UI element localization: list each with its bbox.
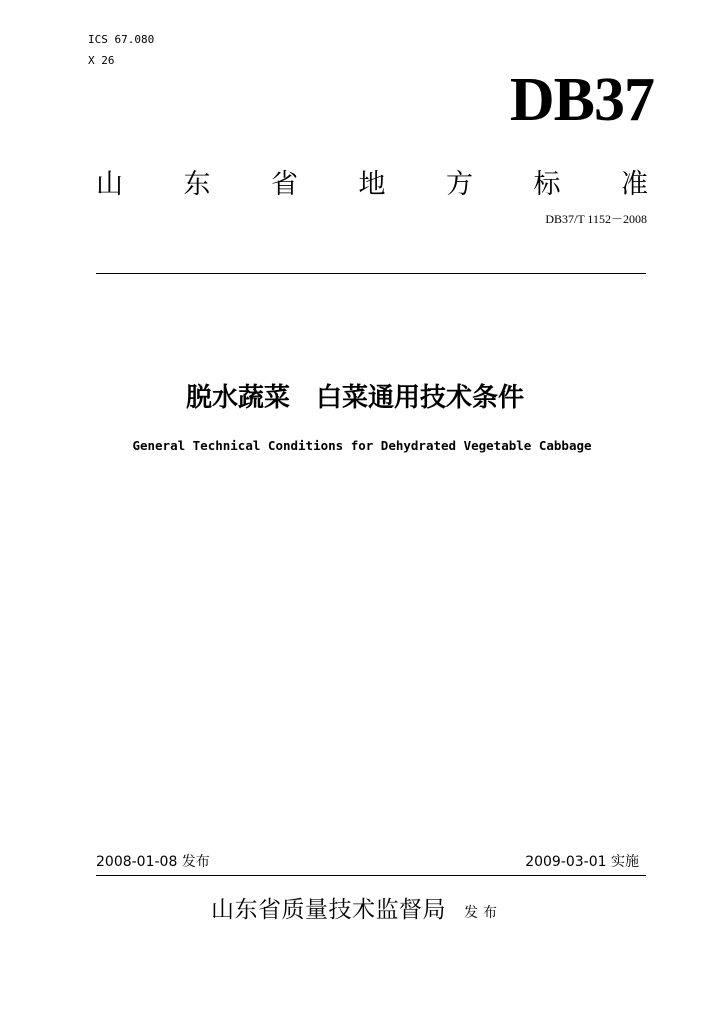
issuer-line (211, 893, 502, 930)
top-divider (96, 273, 646, 274)
standard-mark: DB37 (509, 66, 654, 134)
standard-type-char: 山 (96, 169, 123, 200)
classification-code: X 26 (88, 54, 115, 67)
standard-type-char: 东 (183, 169, 211, 200)
implementation-date: 2009-03-01 实施 (525, 854, 639, 870)
issuing-authority: 山东省质量技术监督局 (211, 897, 446, 923)
issue-date: 2008-01-08 发布 (96, 854, 210, 870)
document-title-english: General Technical Conditions for Dehydrated Vegetable Cabbage (132, 438, 592, 453)
issue-word: 发布 (464, 905, 502, 921)
standard-type-char: 准 (621, 169, 648, 200)
standard-type-char: 地 (358, 169, 386, 200)
standard-type-char: 标 (533, 169, 561, 200)
standard-type-title (96, 165, 648, 205)
document-title-chinese: 脱水蔬菜 白菜通用技术条件 (185, 383, 524, 413)
standard-code: DB37/T 1152－2008 (545, 212, 647, 226)
standard-type-char: 方 (446, 169, 473, 200)
bottom-divider (96, 875, 646, 876)
ics-number: ICS 67.080 (88, 33, 155, 46)
standard-type-char: 省 (271, 169, 298, 200)
